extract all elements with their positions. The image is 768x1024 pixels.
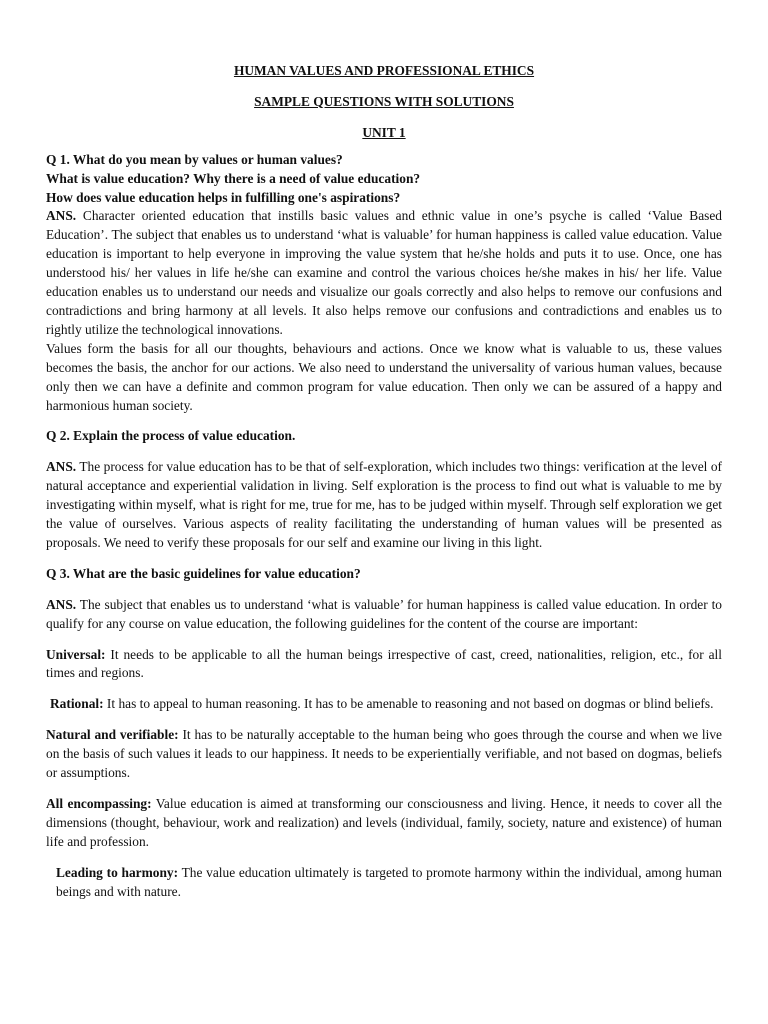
answer-3	[46, 596, 722, 634]
guideline-all-encompassing	[46, 795, 722, 852]
guideline-natural-verifiable	[46, 726, 722, 783]
question-3: Q 3. What are the basic guidelines for value education?	[46, 565, 361, 581]
answer-text: The subject that enables us to understand ‘what is valuable’ for human happiness is called value education. In order to qualify for any course on value education, the following guidelines for the content of the course are important:	[46, 596, 722, 631]
document-subtitle: SAMPLE QUESTIONS WITH SOLUTIONS	[254, 93, 514, 109]
answer-2	[46, 458, 722, 553]
guideline-leading-to-harmony	[46, 864, 722, 902]
guideline-universal	[46, 646, 722, 684]
answer-text: Character oriented education that instills basic values and ethnic value in one’s psyche is called ‘Value Based Education’. The subject that enables us to understand ‘what is valuable’ for human happiness is called value education. Value education is important to help everyone in improving the value system that he/she holds and puts it to use. Once, one has understood his/ her values in life he/she can examine and control the various choices he/she makes in his/ her life. Value education enables us to understand our needs and visualize our goals correctly and also helps to remove our confusions and contradictions and bring harmony at all levels. It also helps remove our confusions and contradictions and enables us to rightly utilize the technological innovations.	[46, 208, 722, 337]
question-1-line-1: Q 1. What do you mean by values or human values?	[46, 151, 343, 167]
answer-label: ANS.	[46, 459, 77, 475]
guideline-label: All encompassing:	[46, 796, 152, 811]
document-page	[46, 62, 722, 902]
guideline-label: Natural and verifiable:	[46, 727, 179, 743]
guideline-rational	[46, 695, 722, 714]
unit-heading: UNIT 1	[362, 124, 406, 140]
guideline-text: It has to be naturally acceptable to the human being who goes through the course and when we live on the basis of such values it leads to our happiness. It needs to be experientially verifiable, and not based on dogmas, beliefs or assumptions.	[46, 727, 722, 781]
guideline-label: Leading to harmony:	[56, 864, 179, 880]
answer-1-paragraph-2: Values form the basis for all our thoughts, behaviours and actions. Once we know what is valuable to us, these values becomes the basis, the anchor for our actions. We also need to understand the universality of various human values, because only then we can have a definite and common program for value education. Then only we can be assured of a happy and harmonious human society.	[46, 340, 722, 413]
answer-label: ANS.	[46, 208, 77, 224]
guideline-text: It has to appeal to human reasoning. It has to be amenable to reasoning and not based on dogmas or blind beliefs.	[103, 696, 714, 712]
guideline-text: Value education is aimed at transforming our consciousness and living. Hence, it needs to cover all the dimensions (thought, behaviour, work and realization) and levels (individual, family, society, nature and existence) of human life and profession.	[46, 796, 722, 849]
guideline-text: The value education ultimately is targeted to promote harmony within the individual, among human beings and with nature.	[56, 864, 723, 899]
guideline-label: Universal:	[46, 646, 106, 662]
answer-label: ANS.	[46, 596, 77, 612]
answer-1-paragraph-1	[46, 207, 722, 339]
question-1-line-3: How does value education helps in fulfilling one's aspirations?	[46, 189, 401, 205]
document-title: HUMAN VALUES AND PROFESSIONAL ETHICS	[233, 63, 535, 78]
question-2: Q 2. Explain the process of value education.	[46, 428, 296, 444]
guideline-text: It needs to be applicable to all the human beings irrespective of cast, creed, nationalities, religion, etc., for all times and regions.	[46, 646, 722, 681]
answer-text: The process for value education has to be that of self-exploration, which includes two things: verification at the level of natural acceptance and experiential validation in living. Self exploration is the process to find out what is valuable to me by investigating within myself, what is right for me, true for me, has to be judged within myself. Through self exploration we get the value of ourselves. Various aspects of reality facilitating the understanding of human values will be presented as proposals. We need to verify these proposals for our self and examine our living in this light.	[46, 459, 722, 550]
question-1-line-2: What is value education? Why there is a need of value education?	[46, 170, 421, 186]
guideline-label: Rational:	[50, 696, 104, 712]
